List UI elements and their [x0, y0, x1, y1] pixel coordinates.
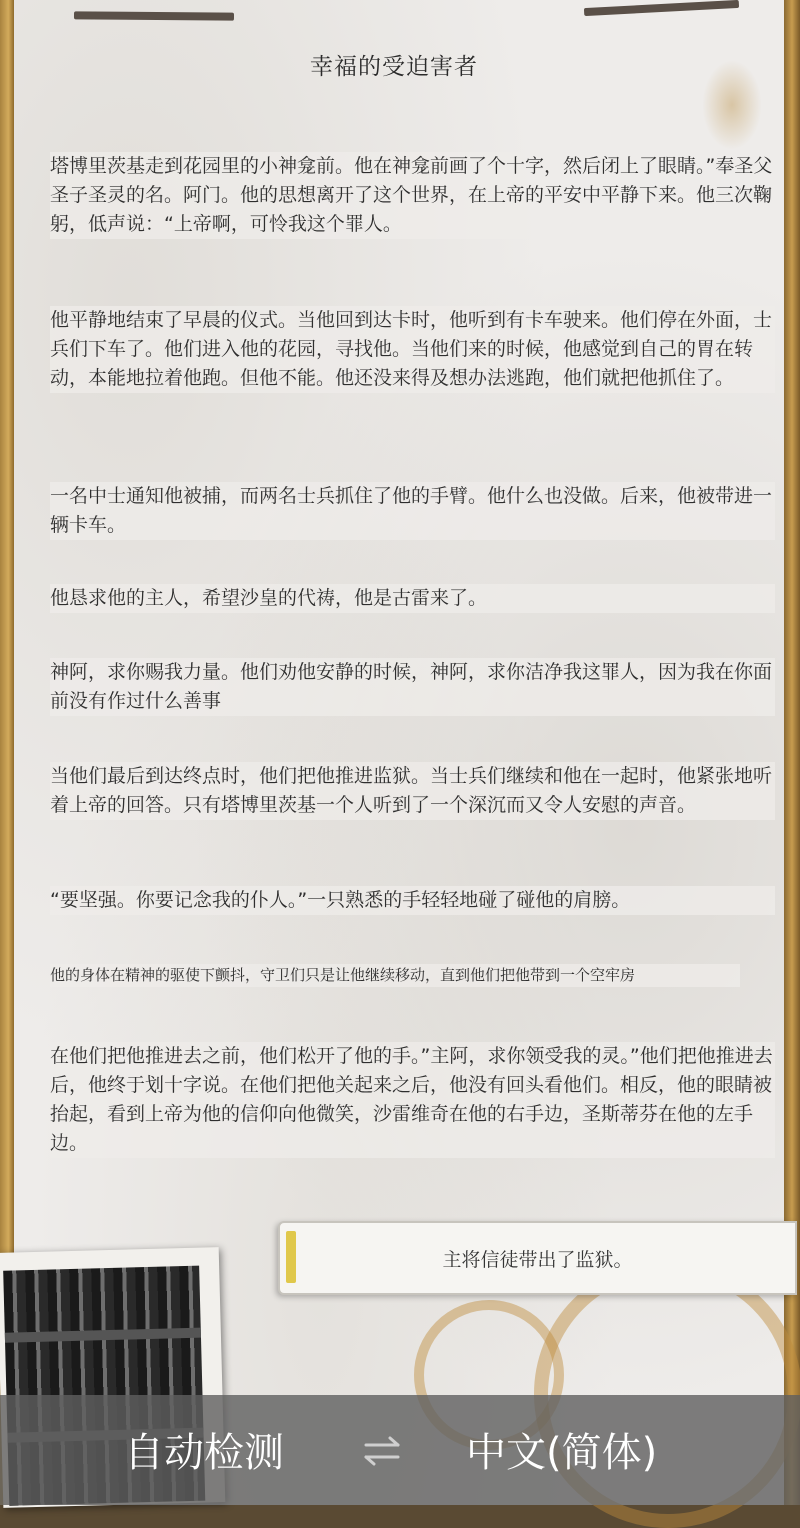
story-paragraph-3: 一名中士通知他被捕，而两名士兵抓住了他的手臂。他什么也没做。后来，他被带进一辆卡车。: [50, 482, 775, 540]
choice-button[interactable]: [278, 1221, 797, 1295]
target-language-button[interactable]: 中文(简体): [466, 1430, 658, 1476]
swap-arrows-icon[interactable]: [363, 1434, 401, 1468]
source-language-button[interactable]: 自动检测: [124, 1430, 284, 1476]
choice-accent-marker: [286, 1231, 296, 1283]
choice-button-label: 主将信徒带出了监狱。: [442, 1248, 633, 1271]
story-paragraph-6: 当他们最后到达终点时，他们把他推进监狱。当士兵们继续和他在一起时，他紧张地听着上帝的回答。只有塔博里茨基一个人听到了一个深沉而又令人安慰的声音。: [50, 762, 775, 820]
story-paragraph-1: 塔博里茨基走到花园里的小神龛前。他在神龛前画了个十字，然后闭上了眼睛。”奉圣父圣子圣灵的名。阿门。他的思想离开了这个世界，在上帝的平安中平静下来。他三次鞠躬，低声说：“上帝啊，可怜我这个罪人。: [50, 152, 775, 239]
clip-bar-left: [74, 11, 234, 20]
story-paragraph-5: 神阿，求你赐我力量。他们劝他安静的时候，神阿，求你洁净我这罪人，因为我在你面前没有作过什么善事: [50, 658, 775, 716]
clip-bar-right: [584, 0, 739, 16]
story-paragraph-2: 他平静地结束了早晨的仪式。当他回到达卡时，他听到有卡车驶来。他们停在外面，士兵们下车了。他们进入他的花园，寻找他。当他们来的时候，他感觉到自己的胃在转动，本能地拉着他跑。但他不能。他还没来得及想办法逃跑，他们就把他抓住了。: [50, 306, 775, 393]
story-title: 幸福的受迫害者: [310, 54, 478, 80]
story-paragraph-9: 在他们把他推进去之前，他们松开了他的手。”主阿，求你领受我的灵。”他们把他推进去后，他终于划十字说。在他们把他关起来之后，他没有回头看他们。相反，他的眼睛被抬起，看到上帝为他的信仰向他微笑，沙雷维奇在他的右手边，圣斯蒂芬在他的左手边。: [50, 1042, 775, 1158]
story-paragraph-4: 他恳求他的主人，希望沙皇的代祷，他是古雷来了。: [50, 584, 775, 613]
story-paragraph-8: 他的身体在精神的驱使下颤抖，守卫们只是让他继续移动，直到他们把他带到一个空牢房: [50, 964, 740, 987]
story-paragraph-7: “要坚强。你要记念我的仆人。”一只熟悉的手轻轻地碰了碰他的肩膀。: [50, 886, 775, 915]
